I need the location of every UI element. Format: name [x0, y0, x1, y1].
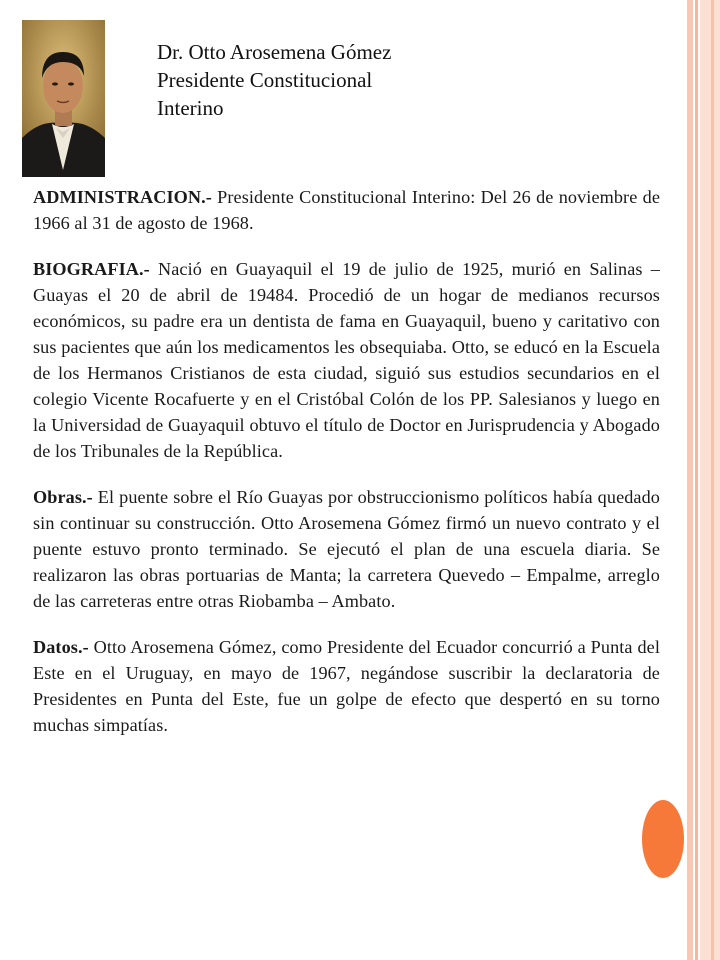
- section-body: El puente sobre el Río Guayas por obstruccionismo políticos había quedado sin continuar su construcción. Otto Arosemena Gómez firmó un nuevo contrato y el puente estuvo pronto terminado. Se ejecutó el plan de una escuela diaria. Se realizaron las obras portuarias de Manta; la carretera Quevedo – Empalme, arreglo de las carreteras entre otras Riobamba – Ambato.: [33, 487, 660, 611]
- section-datos: [33, 634, 660, 738]
- decorative-stripe: [711, 0, 714, 960]
- section-body: Otto Arosemena Gómez, como Presidente del Ecuador concurrió a Punta del Este en el Uruguay, en mayo de 1967, negándose suscribir la declaratoria de Presidentes en Punta del Este, fue un golpe de efecto que despertó en su torno muchas simpatías.: [33, 637, 660, 735]
- decorative-stripe: [695, 0, 698, 960]
- decorative-oval: [642, 800, 684, 878]
- decorative-stripe: [700, 0, 720, 960]
- section-obras: [33, 484, 660, 614]
- portrait-image: [22, 20, 105, 177]
- title-office: Presidente Constitucional: [157, 68, 373, 92]
- title-name: Dr. Otto Arosemena Gómez: [157, 40, 392, 64]
- page-title: [157, 38, 557, 122]
- section-body: Nació en Guayaquil el 19 de julio de 1925, murió en Salinas – Guayas el 20 de abril de 19484. Procedió de un hogar de medianos recursos económicos, su padre era un dentista de fama en Guayaquil, bueno y caritativo con sus pacientes que aún los medicamentos les obsequiaba. Otto, se educó en la Escuela de los Hermanos Cristianos de esta ciudad, siguió sus estudios secundarios en el colegio Vicente Rocafuerte y en el Cristóbal Colón de los PP. Salesianos y luego en la Universidad de Guayaquil obtuvo el título de Doctor en Jurisprudencia y Abogado de los Tribunales de la República.: [33, 259, 660, 461]
- section-biografia: [33, 256, 660, 464]
- biography-text: [33, 184, 660, 758]
- section-label: Obras.-: [33, 487, 93, 507]
- section-label: Datos.-: [33, 637, 89, 657]
- section-administracion: [33, 184, 660, 236]
- section-label: BIOGRAFIA.-: [33, 259, 150, 279]
- title-office-qualifier: Interino: [157, 96, 224, 120]
- section-body: Presidente Constitucional Interino: Del 26 de noviembre de 1966 al 31 de agosto de 1968.: [33, 187, 660, 233]
- section-label: ADMINISTRACION.-: [33, 187, 212, 207]
- decorative-stripe: [687, 0, 693, 960]
